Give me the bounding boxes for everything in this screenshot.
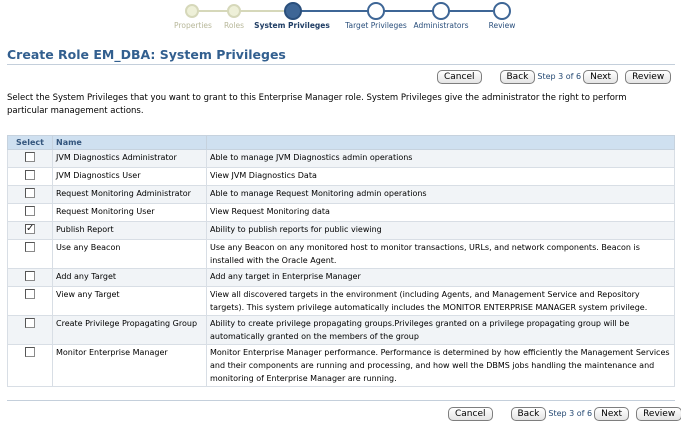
next-button[interactable]: Next [583,70,618,84]
privilege-description: View all discovered targets in the environment (including Agents, and Management Service and Repository targets). This system privilege automatically includes the MONITOR ENTERPRISE MANAGER system privilege. [207,287,675,316]
select-cell [8,186,53,204]
train-label-target-privileges[interactable]: Target Privileges [345,21,407,30]
back-button[interactable]: Back [500,70,536,84]
privilege-description: Ability to publish reports for public viewing [207,222,675,240]
train-label-administrators[interactable]: Administrators [413,21,469,30]
title-divider [7,64,675,65]
table-row [8,222,675,240]
column-header-select: Select [8,136,53,150]
select-checkbox[interactable] [25,188,35,198]
train-label-roles[interactable]: Roles [223,21,245,30]
step-indicator: Step 3 of 6 [537,72,582,81]
table-row [8,186,675,204]
privilege-name: Request Monitoring Administrator [53,186,207,204]
privilege-description: Able to manage Request Monitoring admin operations [207,186,675,204]
select-cell [8,316,53,345]
train-stop-properties-icon[interactable] [185,4,199,18]
privilege-description: View JVM Diagnostics Data [207,168,675,186]
select-cell [8,287,53,316]
privilege-name: JVM Diagnostics Administrator [53,150,207,168]
train-stop-target-privileges-icon[interactable] [367,2,385,20]
select-cell [8,150,53,168]
privilege-name: Use any Beacon [53,240,207,269]
select-checkbox[interactable] [25,289,35,299]
table-row [8,240,675,269]
table-header-row [8,136,675,150]
privilege-name: Add any Target [53,269,207,287]
privilege-name: View any Target [53,287,207,316]
train-label-review[interactable]: Review [488,21,516,30]
select-checkbox[interactable] [25,206,35,216]
table-row [8,150,675,168]
table-row [8,168,675,186]
train-label-system-privileges: System Privileges [254,21,330,30]
next-button[interactable]: Next [594,407,629,421]
table-row [8,316,675,345]
privilege-name: Monitor Enterprise Manager [53,345,207,387]
select-cell [8,168,53,186]
cancel-button[interactable]: Cancel [448,407,493,421]
privilege-name: Request Monitoring User [53,204,207,222]
train-stop-administrators-icon[interactable] [432,2,450,20]
privilege-description: Ability to create privilege propagating groups.Privileges granted on a privilege propagating group will be automatically granted on the members of the group [207,316,675,345]
train-label-properties[interactable]: Properties [174,21,212,30]
train-connector [239,10,289,12]
instructions-text: Select the System Privileges that you want to grant to this Enterprise Manager role. System Privileges give the administrator the right to perform particular management actions. [7,93,627,116]
system-privileges-table [7,135,675,387]
table-row [8,287,675,316]
table-row [8,269,675,287]
train-connector [300,10,368,12]
wizard-train [0,0,681,34]
select-checkbox[interactable] [25,152,35,162]
train-connector [448,10,493,12]
select-checkbox[interactable] [25,242,35,252]
column-header-description [207,136,675,150]
privilege-description: View Request Monitoring data [207,204,675,222]
privilege-name: Publish Report [53,222,207,240]
privilege-description: Able to manage JVM Diagnostics admin operations [207,150,675,168]
review-button[interactable]: Review [625,70,671,84]
train-stop-review-icon[interactable] [493,2,511,20]
step-indicator: Step 3 of 6 [548,409,593,418]
privilege-name: Create Privilege Propagating Group [53,316,207,345]
select-cell [8,222,53,240]
page-title: Create Role EM_DBA: System Privileges [7,47,286,62]
top-button-bar [437,69,671,84]
privilege-description: Add any target in Enterprise Manager [207,269,675,287]
column-header-name: Name [53,136,207,150]
privilege-description: Use any Beacon on any monitored host to monitor transactions, URLs, and network components. Beacon is installed with the Oracle Agent. [207,240,675,269]
cancel-button[interactable]: Cancel [437,70,482,84]
train-connector [384,10,434,12]
privilege-description: Monitor Enterprise Manager performance. Performance is determined by how efficiently the Management Services and their components are running and processing, and how well the DBMS jobs handling the maintenance and monitoring of Enterprise Manager are running. [207,345,675,387]
table-row [8,204,675,222]
train-stop-roles-icon[interactable] [227,4,241,18]
select-checkbox[interactable] [25,318,35,328]
table-row [8,345,675,387]
review-button[interactable]: Review [636,407,681,421]
select-cell [8,240,53,269]
select-checkbox[interactable] [25,271,35,281]
select-cell [8,204,53,222]
back-button[interactable]: Back [511,407,547,421]
bottom-divider [7,400,675,401]
bottom-button-bar [448,406,681,421]
select-checkbox[interactable] [25,224,35,234]
select-checkbox[interactable] [25,347,35,357]
select-checkbox[interactable] [25,170,35,180]
privilege-name: JVM Diagnostics User [53,168,207,186]
select-cell [8,269,53,287]
select-cell [8,345,53,387]
train-stop-system-privileges-icon [284,2,302,20]
